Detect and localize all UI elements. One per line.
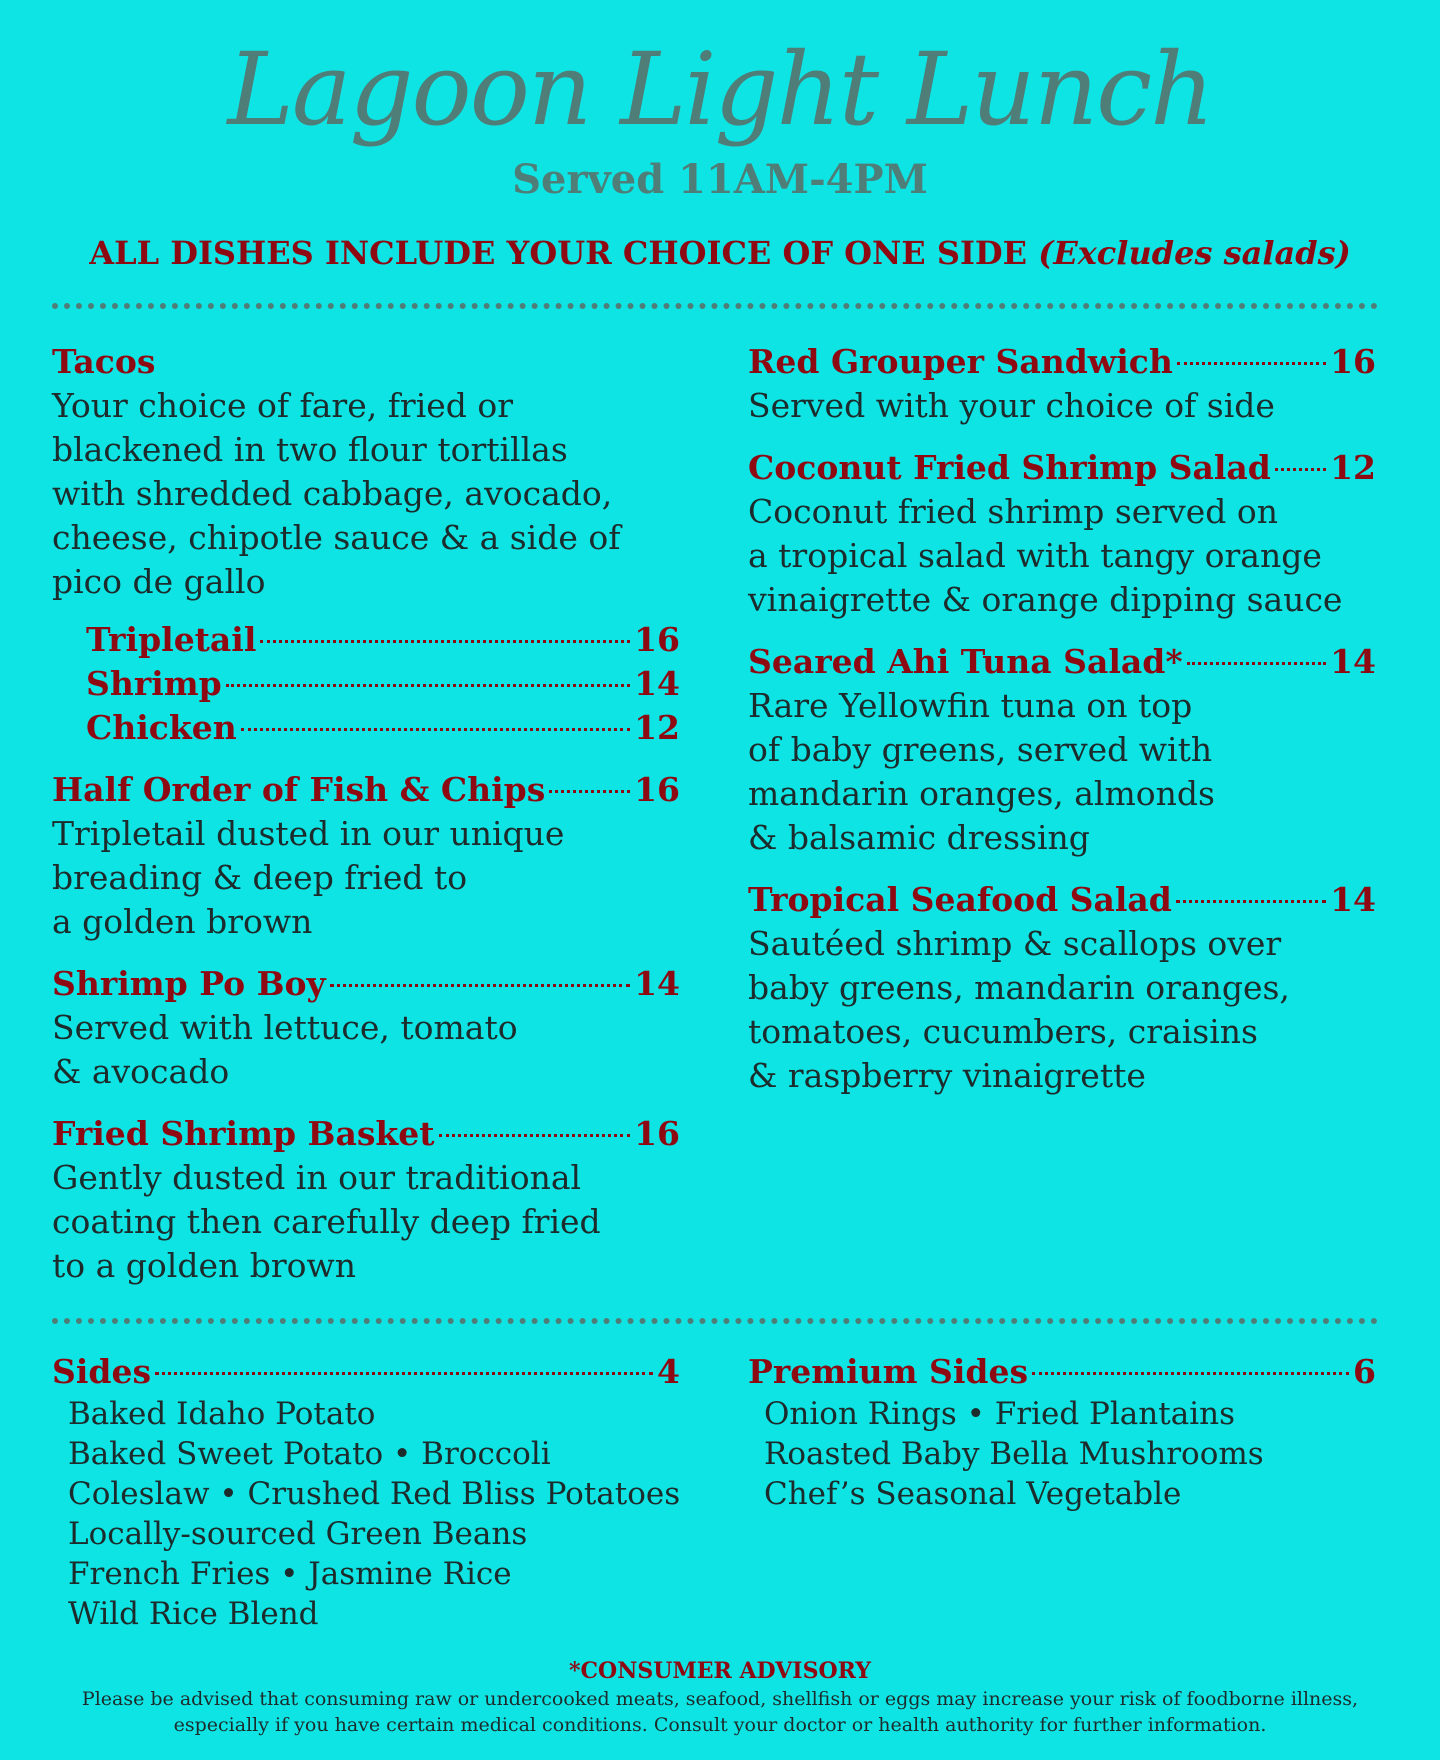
side-option: Baked Idaho Potato (68, 1396, 376, 1432)
advisory-title: *CONSUMER ADVISORY (569, 1658, 871, 1684)
bottom-divider (52, 1318, 1378, 1324)
menu-item-name: Seared Ahi Tuna Salad* (748, 642, 1183, 681)
menu-item-header (748, 878, 1376, 922)
option-price: 16 (634, 620, 680, 659)
top-divider (52, 303, 1378, 309)
side-notice (0, 233, 1440, 273)
menu-item-header (748, 640, 1376, 684)
menu-item-header (52, 1112, 680, 1156)
dot-leader (155, 1372, 653, 1375)
menu-item-ahi-tuna-salad (748, 640, 1376, 860)
option-price: 14 (634, 664, 680, 703)
right-menu-column (748, 340, 1376, 1116)
menu-item-fried-shrimp-basket (52, 1112, 680, 1288)
menu-title: Lagoon Light Lunch (227, 31, 1213, 148)
advisory-text: Please be advised that consuming raw or undercooked meats, seafood, shellfish or eggs may increase your risk of foodborne illness, especially if you have certain medical conditions. Consult your doctor or health authority for further information. (81, 1688, 1359, 1736)
side-option: Coleslaw • Crushed Red Bliss Potatoes (68, 1476, 681, 1512)
menu-item-red-grouper (748, 340, 1376, 428)
menu-item-description: Rare Yellowfin tuna on top of baby greens, served with mandarin oranges, almonds & balsamic dressing (748, 686, 1215, 857)
menu-item-header (52, 340, 680, 384)
menu-item-fish-chips (52, 768, 680, 944)
sides-header (52, 1350, 680, 1394)
menu-item-name: Red Grouper Sandwich (748, 342, 1173, 381)
sides-section (52, 1350, 680, 1634)
dot-leader (439, 1134, 631, 1137)
menu-item-shrimp-po-boy (52, 962, 680, 1094)
consumer-advisory (40, 1656, 1400, 1738)
dot-leader (1187, 662, 1326, 665)
option-name: Tripletail (86, 620, 257, 659)
taco-options (52, 618, 680, 750)
sides-price: 4 (657, 1352, 680, 1391)
side-option: Wild Rice Blend (68, 1596, 319, 1632)
menu-item-tacos (52, 340, 680, 750)
dot-leader (241, 728, 630, 731)
premium-side-option: Roasted Baby Bella Mushrooms (764, 1436, 1264, 1472)
option-name: Chicken (86, 708, 237, 747)
side-notice-exclusion: (Excludes salads) (1038, 234, 1351, 272)
menu-item-header (748, 446, 1376, 490)
menu-item-header (52, 962, 680, 1006)
sides-title: Sides (52, 1352, 152, 1391)
menu-item-tropical-seafood-salad (748, 878, 1376, 1098)
dot-leader (1032, 1372, 1349, 1375)
menu-item-description: Served with lettuce, tomato & avocado (52, 1008, 518, 1091)
menu-item-description: Coconut fried shrimp served on a tropical salad with tangy orange vinaigrette & orange dipping sauce (748, 492, 1343, 619)
dot-leader (1177, 362, 1326, 365)
menu-item-name: Fried Shrimp Basket (52, 1114, 435, 1153)
side-option: French Fries • Jasmine Rice (68, 1556, 512, 1592)
menu-item-price: 16 (634, 1114, 680, 1153)
menu-item-price: 14 (1330, 642, 1376, 681)
dot-leader (549, 790, 630, 793)
dot-leader (1275, 468, 1326, 471)
dot-leader (330, 984, 630, 987)
side-option: Baked Sweet Potato • Broccoli (68, 1436, 551, 1472)
premium-side-option: Onion Rings • Fried Plantains (764, 1396, 1235, 1432)
serving-hours: Served 11AM-4PM (512, 156, 928, 203)
menu-item-price: 14 (1330, 880, 1376, 919)
menu-item-price: 16 (634, 770, 680, 809)
dot-leader (1176, 900, 1326, 903)
menu-item-description: Sautéed shrimp & scallops over baby greens, mandarin oranges, tomatoes, cucumbers, craisins & raspberry vinaigrette (748, 924, 1290, 1095)
premium-sides-header (748, 1350, 1376, 1394)
menu-item-coconut-shrimp-salad (748, 446, 1376, 622)
menu-item-header (52, 768, 680, 812)
taco-option-shrimp (86, 662, 680, 706)
menu-item-price: 14 (634, 964, 680, 1003)
taco-option-chicken (86, 706, 680, 750)
menu-item-description: Tripletail dusted in our unique breading & deep fried to a golden brown (52, 814, 565, 941)
premium-sides-section (748, 1350, 1376, 1514)
menu-item-description: Your choice of fare, fried or blackened in two flour tortillas with shredded cabbage, avocado, cheese, chipotle sauce & a side of pico de gallo (52, 386, 621, 601)
option-price: 12 (634, 708, 680, 747)
premium-sides-price: 6 (1353, 1352, 1376, 1391)
menu-item-name: Tacos (52, 342, 156, 381)
option-name: Shrimp (86, 664, 222, 703)
menu-item-header (748, 340, 1376, 384)
menu-item-price: 16 (1330, 342, 1376, 381)
menu-item-description: Served with your choice of side (748, 386, 1275, 425)
left-menu-column (52, 340, 680, 1306)
menu-item-name: Shrimp Po Boy (52, 964, 326, 1003)
menu-item-name: Half Order of Fish & Chips (52, 770, 546, 809)
side-option: Locally-sourced Green Beans (68, 1516, 528, 1552)
dot-leader (226, 684, 630, 687)
taco-option-tripletail (86, 618, 680, 662)
dot-leader (260, 640, 630, 643)
menu-item-description: Gently dusted in our traditional coating then carefully deep fried to a golden brown (52, 1158, 601, 1285)
premium-side-option: Chef’s Seasonal Vegetable (764, 1476, 1182, 1512)
menu-item-price: 12 (1330, 448, 1376, 487)
side-notice-main: ALL DISHES INCLUDE YOUR CHOICE OF ONE SIDE (89, 234, 1028, 272)
menu-item-name: Tropical Seafood Salad (748, 880, 1172, 919)
menu-item-name: Coconut Fried Shrimp Salad (748, 448, 1271, 487)
premium-sides-title: Premium Sides (748, 1352, 1029, 1391)
